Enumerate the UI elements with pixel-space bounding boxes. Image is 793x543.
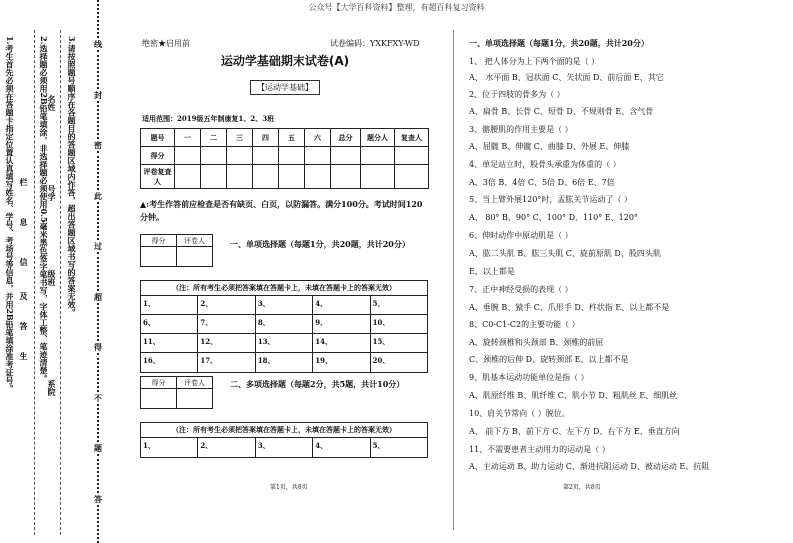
cut-char: 答: [94, 493, 102, 504]
score-cell[interactable]: [395, 147, 429, 165]
answer-cell[interactable]: 15、: [371, 334, 427, 353]
cut-char: 得: [94, 342, 102, 353]
paper-code-value: YXKFXY-WD: [370, 39, 420, 48]
paper-code-label: 试卷编码：: [330, 39, 370, 48]
question-line: 11、不需要患者主动用力的运动是（ ）: [469, 445, 610, 454]
question-line: A、旋转颈椎和头颈部 B、颈椎的前屈: [469, 338, 604, 347]
grade-score-label: 得分: [141, 235, 177, 247]
answer-cell[interactable]: 17、: [198, 353, 255, 372]
questions-heading: 一、单项选择题（每题1分，共20题，共计20分）: [469, 38, 649, 48]
exam-title: 运动学基础期末试卷(A): [220, 54, 350, 68]
score-cell[interactable]: [175, 165, 201, 189]
question-line: A、 水平面 B、冠状面 C、矢状面 D、前后面 E、其它: [469, 73, 664, 82]
answer-cell[interactable]: 7、: [198, 315, 255, 334]
question-line: C、颈椎的后伸 D、旋转颈部 E、以上都不是: [469, 355, 629, 364]
score-header: 题分人: [361, 129, 395, 147]
score-cell[interactable]: [253, 147, 279, 165]
score-header: 一: [175, 129, 201, 147]
score-header: 三: [227, 129, 253, 147]
score-header: 六: [305, 129, 331, 147]
secret-mark: 绝密★启用前: [142, 39, 190, 48]
cut-char: 不: [94, 392, 102, 403]
question-line: A、 80° B、90° C、100° D、110° E、120°: [469, 213, 638, 222]
question-line: 7、正中神经受损的表现（ ）: [469, 285, 573, 294]
answer-cell[interactable]: 3、: [256, 296, 313, 315]
grade-box-2: [140, 376, 213, 409]
subject-tag: 【运动学基础】: [250, 80, 320, 95]
question-line: 5、当上臂外展120°时，盂肱关节运动了（ ）: [469, 195, 632, 204]
score-cell[interactable]: [227, 147, 253, 165]
score-cell[interactable]: [201, 147, 227, 165]
section1-heading: 一、单项选择题（每题1分，共20题，共计20分）: [230, 239, 410, 249]
paper-code: [330, 38, 420, 49]
page-number-left: 第1页，共8页: [270, 484, 308, 491]
question-line: 10、肩关节常向（ ）脱位。: [469, 409, 570, 418]
binding-label: 信: [19, 258, 29, 266]
answer-cell[interactable]: 5、: [372, 441, 385, 450]
score-header: 五: [279, 129, 305, 147]
answer-cell[interactable]: 11、: [141, 334, 198, 353]
question-line: A、扁骨 B、长骨 C、短骨 D、不规则骨 E、含气骨: [469, 107, 654, 116]
score-header: 二: [201, 129, 227, 147]
score-cell[interactable]: [175, 147, 201, 165]
answer-cell[interactable]: 2、: [198, 296, 255, 315]
grade-grader-label: 评卷人: [177, 235, 213, 247]
left-page: [120, 0, 455, 543]
question-line: 6、伸时动作中原动肌是（ ）: [469, 231, 573, 240]
question-line: E、以上都是: [469, 267, 515, 276]
question-line: 2、位于四肢的骨多为（ ）: [469, 90, 565, 99]
answer-cell[interactable]: 2、: [198, 438, 255, 457]
answer-cell[interactable]: 16、: [141, 353, 198, 372]
score-cell[interactable]: [227, 165, 253, 189]
score-row: [141, 147, 429, 165]
cut-char: 超: [94, 291, 102, 302]
score-cell[interactable]: [361, 147, 395, 165]
section2-hint: （注：所有考生必须把答案填在答题卡上，未填在答题卡上的答案无效）: [141, 423, 427, 438]
score-cell[interactable]: [361, 165, 395, 189]
cut-line: [84, 0, 112, 543]
answer-cell[interactable]: 6、: [141, 315, 198, 334]
score-header: 总分: [331, 129, 361, 147]
answer-cell[interactable]: 18、: [256, 353, 313, 372]
score-cell[interactable]: [279, 165, 305, 189]
cut-char: 此: [94, 190, 102, 201]
dept-field-label: 系院: [47, 380, 57, 396]
score-cell[interactable]: [395, 165, 429, 189]
binding-note-1: 1.考生首先必须在答题卡指定位置认真填写姓名、学号、考场号等信息，并用2B铅笔填涂准考证号。: [5, 36, 15, 393]
grade-grader-label: 评卷人: [177, 377, 213, 389]
score-cell[interactable]: [279, 147, 305, 165]
score-cell[interactable]: [331, 147, 361, 165]
question-line: 4、单足站立时，股骨头承重为体重的（ ）: [469, 160, 621, 169]
answer-cell[interactable]: 4、: [313, 296, 370, 315]
binding-label: 息: [19, 218, 29, 226]
score-header: 四: [253, 129, 279, 147]
question-line: A、 前下方 B、前下方 C、左下方 D、右下方 E、垂直方向: [469, 427, 680, 436]
id-field-label: 号学: [47, 185, 57, 201]
binding-note-2: 2.选择题必须用2B铅笔填涂，非选择题必须使用0.5毫米黑色签字笔书写，字体工整、笔迹清楚。: [39, 36, 49, 383]
question-line: A、主动运动 B、助力运动 C、渐进抗阻运动 D、被动运动 E、抗阻: [469, 462, 710, 471]
section1-answer-box: [140, 280, 428, 373]
question-line: A、屈髋 B、伸髋 C、曲膝 D、外展 E、伸膝: [469, 142, 630, 151]
cut-char: 密: [94, 140, 102, 151]
grade-score-cell[interactable]: [141, 389, 177, 409]
question-line: A、肱二头肌 B、肱三头肌 C、旋前原肌 D、股四头肌: [469, 249, 661, 258]
grade-grader-cell[interactable]: [177, 389, 213, 409]
answer-cell[interactable]: 12、: [198, 334, 255, 353]
question-line: 9、肌基本运动功能单位是指（ ）: [469, 373, 589, 382]
section2-heading: 二、多项选择题（每题2分，共5题，共计10分）: [230, 379, 405, 389]
question-line: A、垂腕 B、猿手 C、爪形手 D、杵状指 E、以上都不是: [469, 303, 670, 312]
answer-cell[interactable]: 20、: [372, 356, 390, 365]
section1-hint: （注：所有考生必须把答案填在答题卡上，未填在答题卡上的答案无效）: [141, 281, 427, 296]
cut-char: 线: [94, 39, 102, 50]
answer-cell[interactable]: 5、: [371, 296, 427, 315]
score-table-header: [141, 129, 429, 147]
question-line: 1、 把人体分为上下两个面的是（ ）: [469, 57, 600, 66]
binding-label: 生: [19, 352, 29, 360]
binding-note-3: 3.请按照题号顺序在各题目的答题区域内作答，超出答题区域书写的答案无效。: [67, 36, 77, 317]
scope-line: 适用范围：2019级五年制康复1、2、3班: [142, 114, 275, 123]
answer-cell[interactable]: 9、: [313, 315, 370, 334]
score-cell[interactable]: [331, 165, 361, 189]
page-divider: [453, 30, 454, 530]
score-cell[interactable]: [305, 147, 331, 165]
score-row-label: 得分: [141, 147, 175, 165]
answer-cell[interactable]: 4、: [313, 438, 370, 457]
score-header: 题号: [141, 129, 175, 147]
answer-cell[interactable]: 14、: [313, 334, 370, 353]
section2-answer-box: [140, 422, 428, 458]
binding-label: 栏: [19, 178, 29, 186]
answer-cell[interactable]: 1、: [141, 296, 198, 315]
score-table: [140, 128, 429, 189]
question-line: 8、C0-C1-C2的主要功能（ ）: [469, 320, 580, 329]
binding-label: 及: [19, 292, 29, 300]
reviewer-row: [141, 165, 429, 189]
exam-notice: ▲:考生作答前应检查是否有缺页、白页，以防漏答。满分100分。考试时间120分钟。: [140, 199, 423, 222]
score-cell[interactable]: [305, 165, 331, 189]
answer-cell[interactable]: 3、: [256, 438, 313, 457]
name-field-label: 名姓: [47, 95, 57, 111]
page-number-right: 第2页，共8页: [563, 484, 601, 491]
cut-char: 过: [94, 241, 102, 252]
class-field-label: 级班: [47, 270, 57, 286]
grade-grader-cell[interactable]: [177, 247, 213, 267]
grade-box-1: [140, 234, 213, 267]
answer-cell[interactable]: 1、: [141, 438, 198, 457]
binding-label: 答: [19, 322, 29, 330]
score-cell[interactable]: [253, 165, 279, 189]
answer-cell[interactable]: 19、: [313, 353, 370, 372]
question-line: A、3倍 B、4倍 C、5倍 D、6倍 E、7倍: [469, 178, 615, 187]
answer-cell[interactable]: 8、: [256, 315, 313, 334]
score-cell[interactable]: [201, 165, 227, 189]
question-line: A、肌原纤维 B、肌纤维 C、肌小节 D、粗肌丝 E、细肌丝: [469, 391, 678, 400]
header-note: 公众号【大学百科资料】整理，有超百科复习资料: [308, 3, 485, 12]
answer-cell[interactable]: 13、: [256, 334, 313, 353]
grade-score-cell[interactable]: [141, 247, 177, 267]
answer-cell[interactable]: 10、: [371, 315, 427, 334]
score-header: 复查人: [395, 129, 429, 147]
grade-score-label: 得分: [141, 377, 177, 389]
cut-char: 题: [94, 443, 102, 454]
right-page: [463, 0, 788, 543]
reviewer-row-label: 评卷复查人: [141, 165, 175, 189]
cut-char: 封: [94, 89, 102, 100]
question-line: 3、髂腰肌的作用主要是（ ）: [469, 125, 573, 134]
